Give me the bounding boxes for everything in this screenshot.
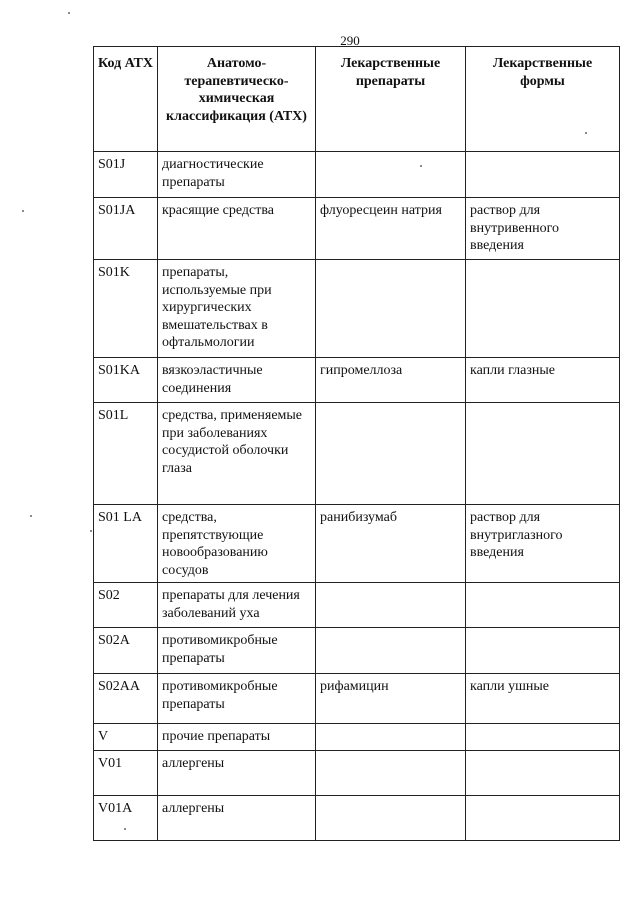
table-row (94, 260, 620, 358)
table-row (94, 628, 620, 674)
scan-speck (420, 165, 422, 167)
page-number: 290 (340, 33, 360, 48)
classification-cell: вязкоэластичные соединения (158, 358, 316, 403)
classification-cell: препараты для лечения заболеваний уха (158, 583, 316, 628)
atx-code-cell: S01J (94, 152, 158, 198)
drug-cell (316, 260, 466, 358)
drug-cell (316, 628, 466, 674)
atx-code-cell: S02 (94, 583, 158, 628)
classification-cell: средства, применяемые при заболеваниях сосудистой оболочки глаза (158, 403, 316, 505)
table-row (94, 358, 620, 403)
table-row (94, 583, 620, 628)
classification-cell: противомикробные препараты (158, 674, 316, 724)
form-cell (466, 152, 620, 198)
scan-speck (585, 132, 587, 134)
scan-speck (90, 530, 92, 532)
classification-cell: препараты, используемые при хирургических вмешательствах в офтальмологии (158, 260, 316, 358)
drug-cell: флуоресцеин натрия (316, 198, 466, 260)
header-drugs: Лекарственные препараты (316, 47, 466, 152)
atx-table (93, 46, 620, 841)
atx-code-cell: S01K (94, 260, 158, 358)
classification-cell: прочие препараты (158, 724, 316, 751)
form-cell (466, 260, 620, 358)
form-cell (466, 403, 620, 505)
drug-cell (316, 403, 466, 505)
atx-code-cell: S01JA (94, 198, 158, 260)
header-code: Код АТХ (94, 47, 158, 152)
classification-cell: красящие средства (158, 198, 316, 260)
table-row (94, 198, 620, 260)
table-row (94, 796, 620, 841)
drug-cell (316, 796, 466, 841)
form-cell (466, 796, 620, 841)
atx-code-cell: S01 LA (94, 505, 158, 583)
form-cell (466, 751, 620, 796)
scan-speck (124, 828, 126, 830)
atx-code-cell: S02AA (94, 674, 158, 724)
table-row (94, 724, 620, 751)
scan-speck (30, 515, 32, 517)
drug-cell: ранибизумаб (316, 505, 466, 583)
form-cell: раствор для внутривенного введения (466, 198, 620, 260)
scan-speck (68, 12, 70, 14)
atx-code-cell: S02A (94, 628, 158, 674)
table-row (94, 751, 620, 796)
atx-code-cell: V01 (94, 751, 158, 796)
drug-cell: рифамицин (316, 674, 466, 724)
form-cell: капли глазные (466, 358, 620, 403)
classification-cell: диагностические препараты (158, 152, 316, 198)
table-row (94, 674, 620, 724)
scan-speck (22, 210, 24, 212)
drug-cell (316, 583, 466, 628)
atx-code-cell: V01A (94, 796, 158, 841)
table-header-row (94, 47, 620, 152)
drug-cell (316, 152, 466, 198)
classification-cell: противомикробные препараты (158, 628, 316, 674)
atx-code-cell: S01KA (94, 358, 158, 403)
atx-code-cell: V (94, 724, 158, 751)
drug-cell (316, 751, 466, 796)
drug-cell (316, 724, 466, 751)
form-cell: раствор для внутриглазного введения (466, 505, 620, 583)
header-classification: Анатомо-терапевтическо-химическая классификация (АТХ) (158, 47, 316, 152)
table-row (94, 505, 620, 583)
form-cell: капли ушные (466, 674, 620, 724)
table-row (94, 152, 620, 198)
classification-cell: средства, препятствующие новообразованию сосудов (158, 505, 316, 583)
classification-cell: аллергены (158, 751, 316, 796)
table-row (94, 403, 620, 505)
form-cell (466, 583, 620, 628)
header-forms: Лекарственные формы (466, 47, 620, 152)
form-cell (466, 628, 620, 674)
drug-cell: гипромеллоза (316, 358, 466, 403)
atx-code-cell: S01L (94, 403, 158, 505)
form-cell (466, 724, 620, 751)
classification-cell: аллергены (158, 796, 316, 841)
